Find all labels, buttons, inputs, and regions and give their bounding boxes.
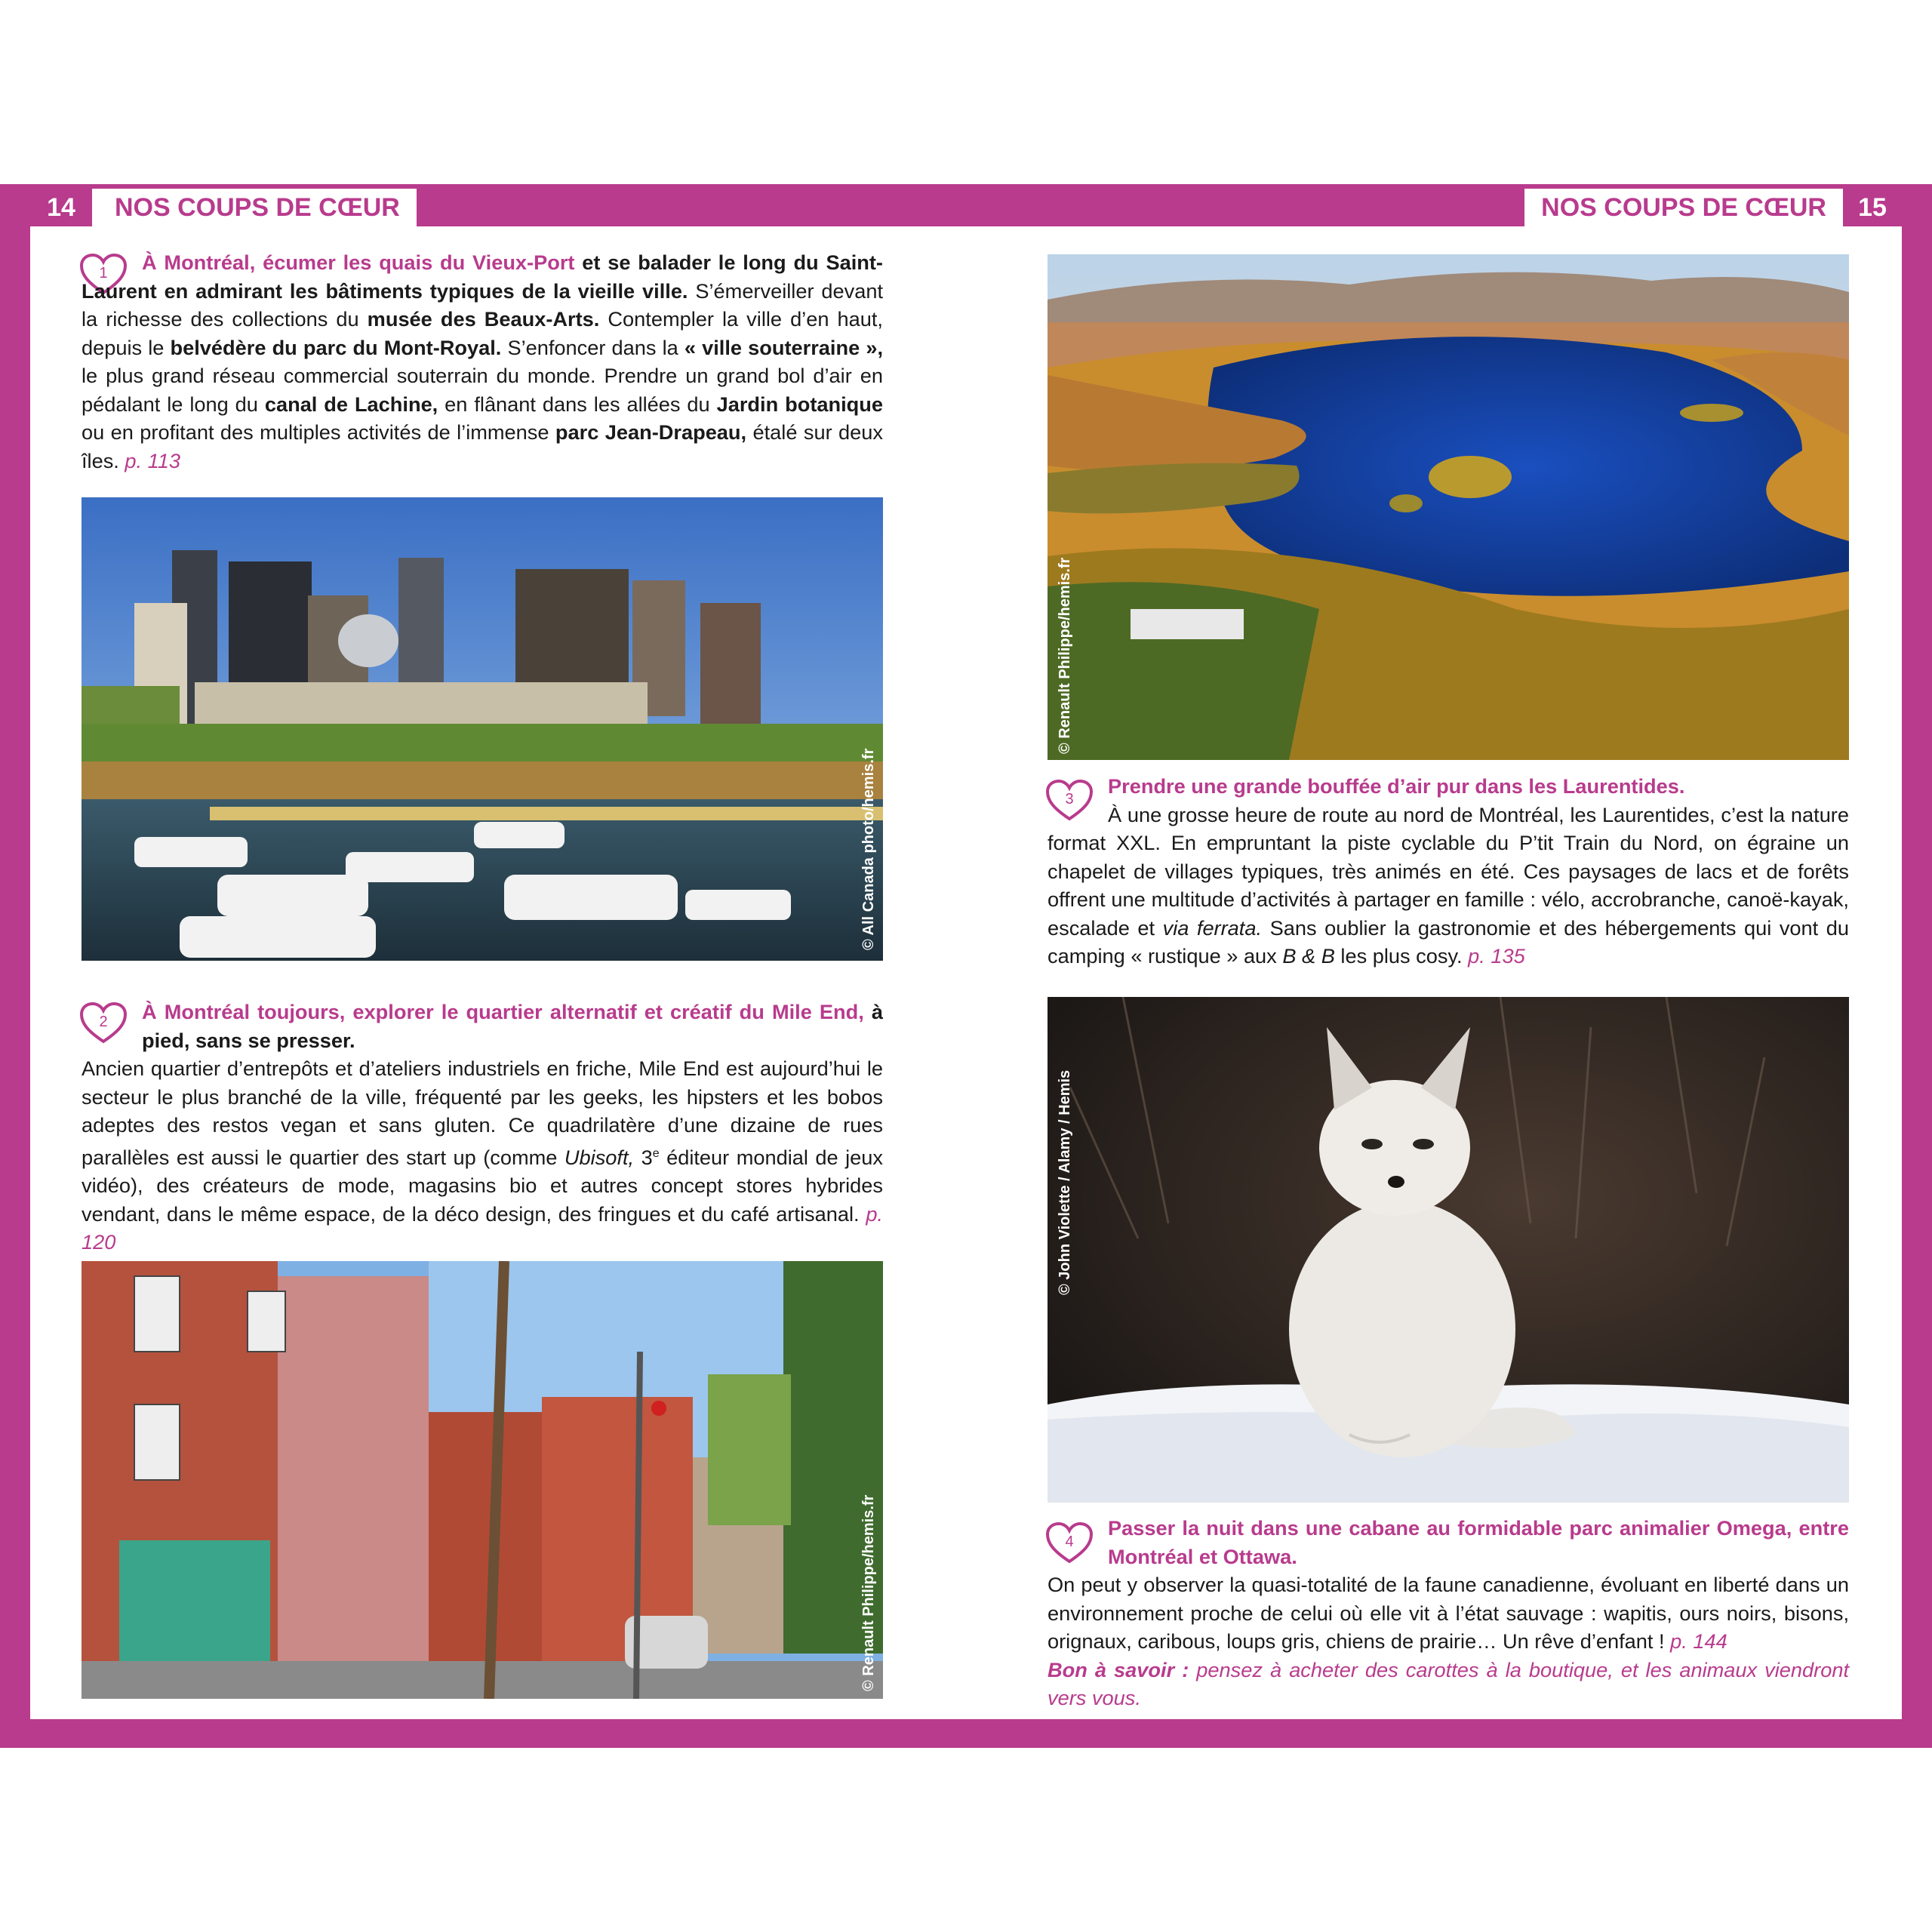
entry-2-body: Ancien quartier d’entrepôts et d’ateliers industriels en friche, Mile End est aujourd’hui le secteur le plus branché de la ville, fréquenté par les geeks, les hipsters et les bobos adeptes des restos vegan et sans gluten. Ce quadrilatère d’une dizaine de rues parallèles est aussi le quartier des start up (comme — [82, 1057, 883, 1169]
entry-1-bold: musée des Beaux-Arts. — [367, 307, 600, 331]
entry-2-lead-rest: à pied, sans se presser. — [142, 1000, 883, 1052]
entry-2-italic: Ubisoft, — [564, 1145, 635, 1169]
page-reference: p. 120 — [82, 1201, 883, 1254]
entry-1-bold: parc Jean-Drapeau, — [555, 420, 747, 444]
entry-3-text — [1048, 772, 1849, 971]
bon-a-savoir-label: Bon à savoir : — [1048, 1657, 1189, 1681]
page-reference: p. 135 — [1468, 944, 1525, 968]
entry-1-text — [82, 248, 883, 475]
entry-2-text — [82, 998, 883, 1257]
entry-1-bold: belvédère du parc du Mont-Royal. — [170, 335, 502, 359]
header-separator — [92, 189, 98, 226]
photo-credit: © Renault Philippe/hemis.fr — [1057, 557, 1073, 754]
bon-a-savoir-text: pensez à acheter des carottes à la boutique, et les animaux viendront vers vous. — [1048, 1657, 1849, 1709]
entry-1-body: en flânant dans les allées du — [438, 392, 717, 416]
page-header-right: NOS COUPS DE CŒUR — [1524, 189, 1843, 226]
svg-text:1: 1 — [99, 265, 108, 281]
entry-1-body: étalé sur deux îles. — [82, 420, 883, 472]
photo-vieux-port — [82, 497, 883, 961]
entry-1-bold: canal de Lachine, — [264, 392, 438, 416]
photo-mile-end — [82, 1261, 883, 1699]
photo-credit: © All Canada photo/hemis.fr — [860, 748, 877, 950]
entry-2-body: éditeur mondial de jeux vidéo), des créateurs de mode, magasins bio et autres concept stores hybrides vendant, dans le même espace, de la déco design, des fringues et du café artisanal. — [82, 1145, 883, 1226]
page-header-left: NOS COUPS DE CŒUR — [98, 189, 417, 226]
page-reference: p. 144 — [1670, 1629, 1727, 1653]
entry-3-italic: via ferrata. — [1162, 915, 1263, 940]
photo-credit: © Renault Philippe/hemis.fr — [860, 1494, 877, 1691]
entry-1-body: le plus grand réseau commercial souterrain du monde. Prendre un grand bol d’air en pédalant le long du — [82, 364, 883, 416]
entry-4-lead: Passer la nuit dans une cabane au formidable parc animalier Omega, entre Montréal et Ottawa. — [1108, 1516, 1849, 1568]
page-number-left: 14 — [30, 189, 92, 226]
entry-3-lead: Prendre une grande bouffée d’air pur dans les Laurentides. — [1108, 774, 1685, 798]
svg-text:3: 3 — [1065, 791, 1074, 808]
entry-1-body: S’enfoncer dans la — [501, 335, 685, 359]
entry-1-lead: À Montréal, écumer les quais du Vieux-Port — [142, 251, 575, 274]
entry-1-bold: Jardin botanique — [716, 392, 884, 416]
superscript: e — [652, 1146, 660, 1160]
entry-1-bold: « ville souterraine », — [684, 335, 883, 359]
entry-2-lead: À Montréal toujours, explorer le quartier alternatif et créatif du Mile End, — [142, 1000, 864, 1023]
entry-1-body: ou en profitant des multiples activités de l’immense — [82, 420, 555, 444]
page-reference: p. 113 — [125, 448, 180, 472]
entry-3-body: les plus cosy. — [1334, 944, 1469, 968]
svg-text:4: 4 — [1065, 1534, 1074, 1550]
entry-1-lead-rest: et se balader le long du Saint-Laurent en admirant les bâtiments typiques de la vieille ville. — [82, 251, 883, 303]
photo-laurentides — [1048, 254, 1849, 760]
photo-arctic-fox — [1048, 997, 1849, 1503]
entry-3-italic: B & B — [1282, 944, 1335, 968]
entry-1-body: Contempler la ville d’en haut, depuis le — [82, 307, 883, 359]
entry-3-body: À une grosse heure de route au nord de Montréal, les Laurentides, c’est la nature format XXL. En empruntant la piste cyclable du P’tit Train du Nord, on égraine un chapelet de villages typiques, très animés en été. Ces paysages de lacs et de forêts offrent une multitude d’activités à partager en famille : vélo, accrobranche, canoë-kayak, escalade et — [1048, 802, 1849, 940]
svg-text:2: 2 — [99, 1014, 108, 1030]
entry-2-body: 3 — [634, 1145, 653, 1169]
page-number-right: 15 — [1843, 189, 1902, 226]
entry-4-body: On peut y observer la quasi-totalité de la faune canadienne, évoluant en liberté dans un environnement proche de celui où elle vit à l’état sauvage : wapitis, ours noirs, bisons, orignaux, caribous, loups gris, chiens de prairie… Un rêve d’enfant ! — [1048, 1573, 1849, 1653]
entry-4-text — [1048, 1514, 1849, 1712]
header-separator — [1837, 189, 1843, 226]
entry-3-body: Sans oublier la gastronomie et des hébergements qui vont du camping « rustique » aux — [1048, 915, 1850, 968]
photo-credit: © John Violette / Alamy / Hemis — [1057, 1069, 1073, 1295]
entry-1-body: S’émerveiller devant la richesse des collections du — [82, 278, 883, 331]
